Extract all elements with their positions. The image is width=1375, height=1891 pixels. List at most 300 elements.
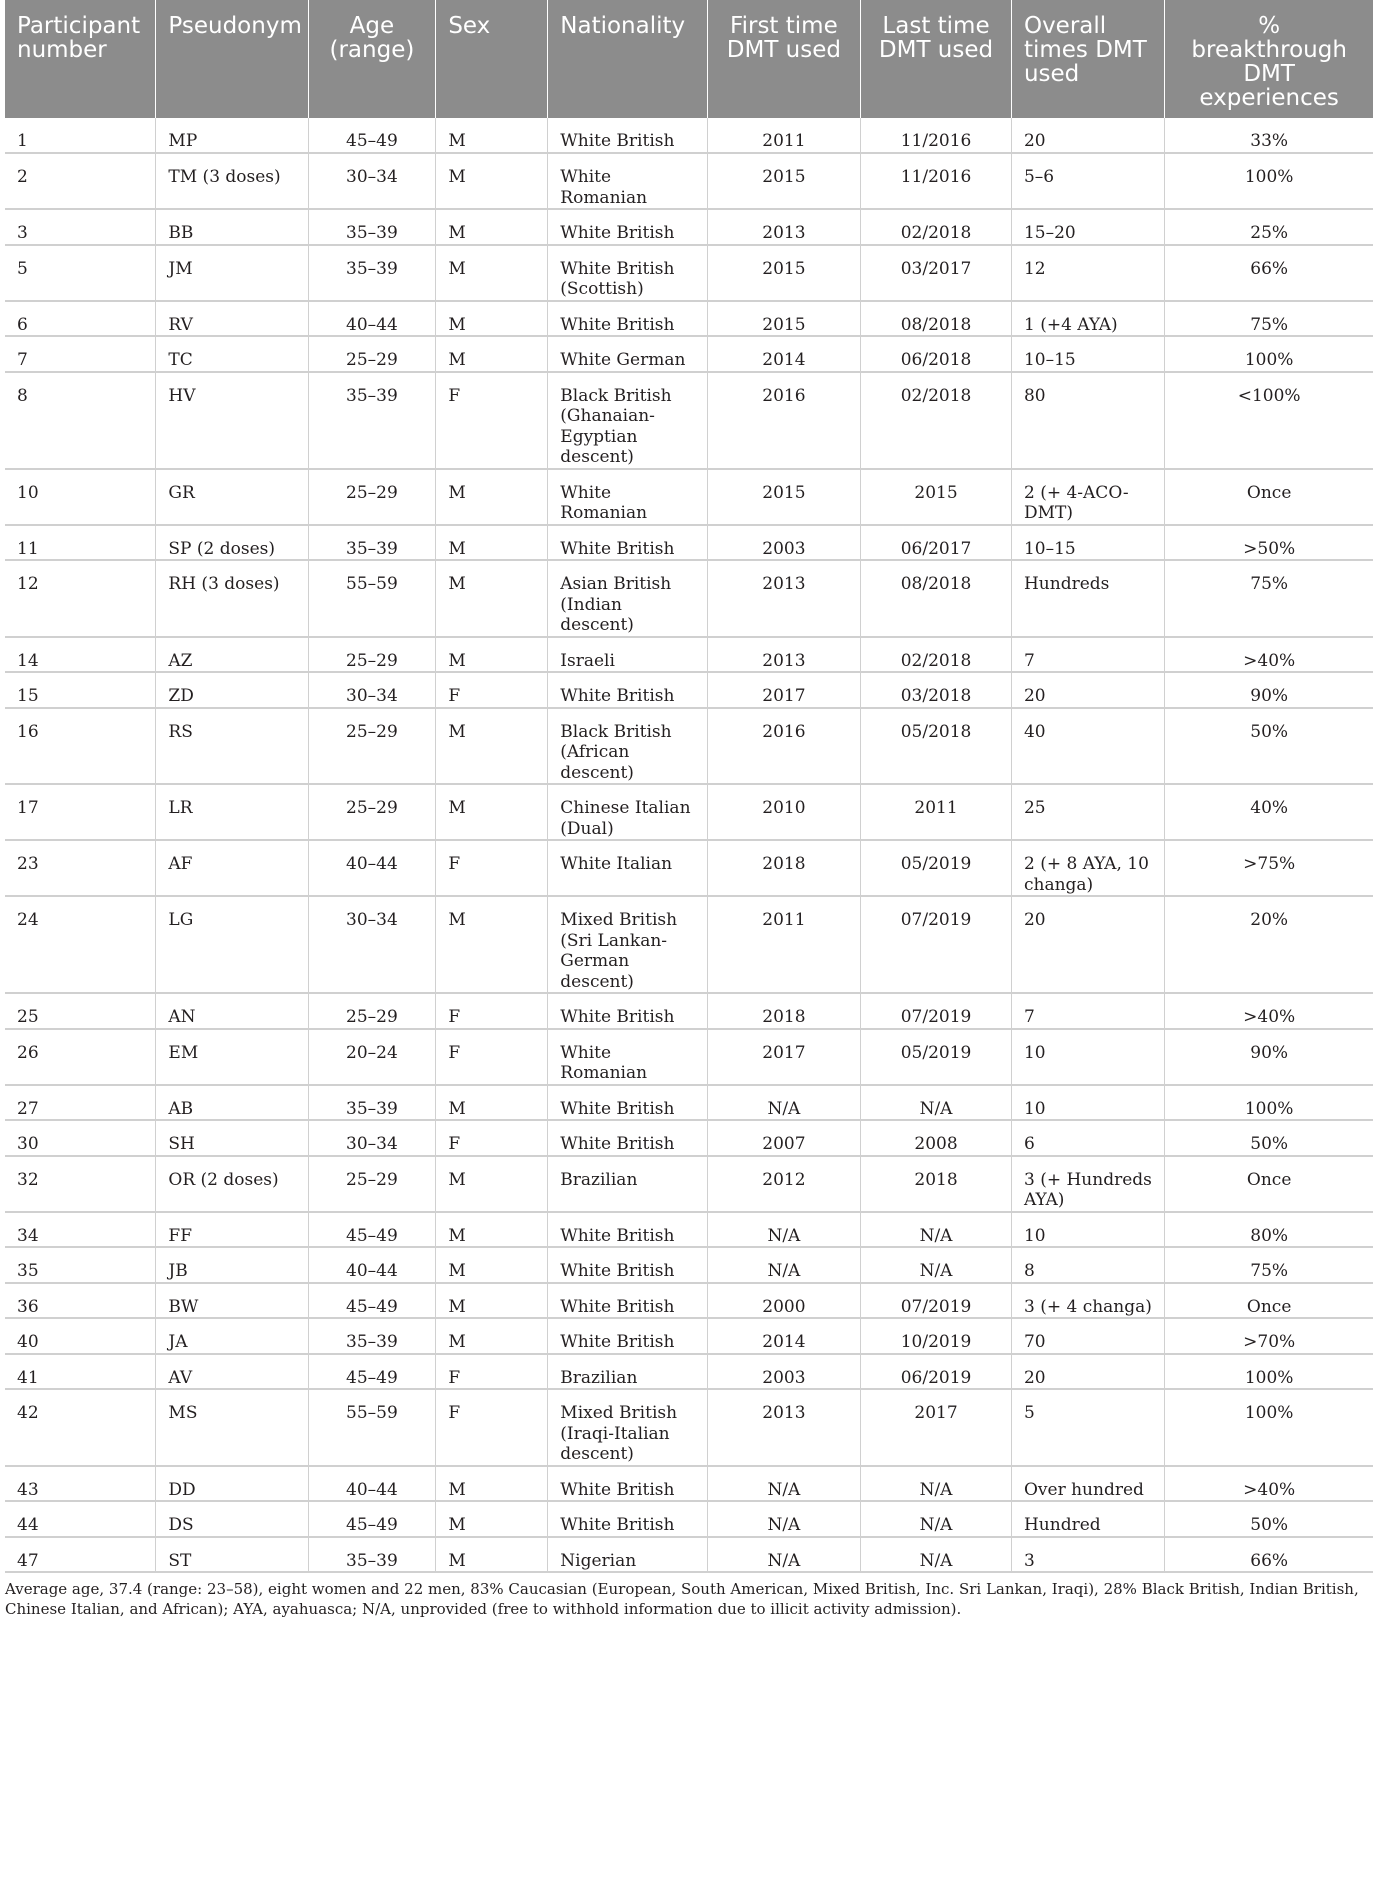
column-header-breakthrough-percent: % breakthrough DMT experiences	[1165, 0, 1373, 118]
cell-age-range: 30–34	[308, 896, 436, 993]
cell-breakthrough-percent: >50%	[1165, 525, 1373, 561]
cell-pseudonym: DD	[156, 1466, 308, 1502]
cell-sex: M	[436, 1247, 548, 1283]
cell-first-time-dmt-used: 2017	[707, 672, 860, 708]
cell-pseudonym: TM (3 doses)	[156, 153, 308, 209]
cell-nationality: Brazilian	[548, 1354, 707, 1390]
cell-sex: M	[436, 784, 548, 840]
cell-first-time-dmt-used: 2000	[707, 1283, 860, 1319]
cell-nationality: White British (Scottish)	[548, 245, 707, 301]
cell-age-range: 35–39	[308, 245, 436, 301]
cell-nationality: Black British (African descent)	[548, 708, 707, 785]
cell-first-time-dmt-used: 2016	[707, 372, 860, 469]
cell-participant-number: 5	[5, 245, 156, 301]
cell-participant-number: 40	[5, 1318, 156, 1354]
cell-sex: F	[436, 1120, 548, 1156]
cell-nationality: White British	[548, 1318, 707, 1354]
cell-age-range: 25–29	[308, 637, 436, 673]
cell-participant-number: 3	[5, 209, 156, 245]
cell-first-time-dmt-used: N/A	[707, 1537, 860, 1573]
cell-overall-times-dmt-used: 20	[1011, 1354, 1164, 1390]
cell-sex: M	[436, 118, 548, 153]
cell-last-time-dmt-used: 06/2017	[861, 525, 1012, 561]
cell-overall-times-dmt-used: 2 (+ 8 AYA, 10 changa)	[1011, 840, 1164, 896]
cell-age-range: 25–29	[308, 1156, 436, 1212]
table-row	[5, 672, 1373, 708]
cell-breakthrough-percent: 66%	[1165, 245, 1373, 301]
cell-last-time-dmt-used: 05/2019	[861, 840, 1012, 896]
table-row	[5, 1537, 1373, 1573]
cell-pseudonym: RS	[156, 708, 308, 785]
cell-nationality: Mixed British (Sri Lankan-German descent)	[548, 896, 707, 993]
cell-overall-times-dmt-used: 10	[1011, 1085, 1164, 1121]
cell-breakthrough-percent: >70%	[1165, 1318, 1373, 1354]
cell-participant-number: 25	[5, 993, 156, 1029]
cell-breakthrough-percent: >75%	[1165, 840, 1373, 896]
cell-nationality: White British	[548, 1212, 707, 1248]
table-row	[5, 1318, 1373, 1354]
cell-breakthrough-percent: 50%	[1165, 708, 1373, 785]
table-row	[5, 993, 1373, 1029]
cell-overall-times-dmt-used: Over hundred	[1011, 1466, 1164, 1502]
cell-last-time-dmt-used: N/A	[861, 1537, 1012, 1573]
cell-first-time-dmt-used: 2013	[707, 560, 860, 637]
cell-overall-times-dmt-used: 1 (+4 AYA)	[1011, 301, 1164, 337]
cell-overall-times-dmt-used: 15–20	[1011, 209, 1164, 245]
cell-first-time-dmt-used: 2015	[707, 245, 860, 301]
cell-pseudonym: SP (2 doses)	[156, 525, 308, 561]
cell-last-time-dmt-used: N/A	[861, 1466, 1012, 1502]
cell-age-range: 30–34	[308, 153, 436, 209]
cell-overall-times-dmt-used: 12	[1011, 245, 1164, 301]
table-row	[5, 1212, 1373, 1248]
cell-breakthrough-percent: 100%	[1165, 1085, 1373, 1121]
cell-overall-times-dmt-used: 5	[1011, 1389, 1164, 1466]
cell-overall-times-dmt-used: 20	[1011, 672, 1164, 708]
table-row	[5, 1085, 1373, 1121]
cell-age-range: 55–59	[308, 1389, 436, 1466]
cell-sex: M	[436, 896, 548, 993]
cell-last-time-dmt-used: 08/2018	[861, 560, 1012, 637]
cell-first-time-dmt-used: 2017	[707, 1029, 860, 1085]
cell-sex: F	[436, 993, 548, 1029]
column-header-participant-number: Participant number	[5, 0, 156, 118]
cell-first-time-dmt-used: 2014	[707, 1318, 860, 1354]
cell-sex: M	[436, 153, 548, 209]
cell-pseudonym: LR	[156, 784, 308, 840]
cell-age-range: 25–29	[308, 336, 436, 372]
cell-first-time-dmt-used: 2013	[707, 637, 860, 673]
cell-breakthrough-percent: 90%	[1165, 672, 1373, 708]
cell-participant-number: 16	[5, 708, 156, 785]
cell-nationality: White British	[548, 118, 707, 153]
cell-last-time-dmt-used: 06/2018	[861, 336, 1012, 372]
cell-age-range: 45–49	[308, 1354, 436, 1390]
cell-first-time-dmt-used: 2018	[707, 840, 860, 896]
cell-last-time-dmt-used: 03/2017	[861, 245, 1012, 301]
cell-sex: M	[436, 336, 548, 372]
cell-age-range: 25–29	[308, 708, 436, 785]
cell-nationality: White Romanian	[548, 153, 707, 209]
table-row	[5, 1389, 1373, 1466]
cell-last-time-dmt-used: N/A	[861, 1212, 1012, 1248]
column-header-overall-times-dmt-used: Overall times DMT used	[1011, 0, 1164, 118]
cell-first-time-dmt-used: 2013	[707, 209, 860, 245]
cell-last-time-dmt-used: 10/2019	[861, 1318, 1012, 1354]
cell-participant-number: 12	[5, 560, 156, 637]
cell-sex: F	[436, 672, 548, 708]
cell-last-time-dmt-used: 06/2019	[861, 1354, 1012, 1390]
cell-first-time-dmt-used: 2015	[707, 153, 860, 209]
cell-overall-times-dmt-used: 20	[1011, 118, 1164, 153]
column-header-first-time-dmt-used: First time DMT used	[707, 0, 860, 118]
cell-breakthrough-percent: 33%	[1165, 118, 1373, 153]
cell-age-range: 45–49	[308, 1283, 436, 1319]
cell-age-range: 35–39	[308, 1318, 436, 1354]
cell-overall-times-dmt-used: 3 (+ 4 changa)	[1011, 1283, 1164, 1319]
cell-pseudonym: AZ	[156, 637, 308, 673]
column-header-age-range: Age (range)	[308, 0, 436, 118]
cell-overall-times-dmt-used: 10–15	[1011, 336, 1164, 372]
cell-breakthrough-percent: 90%	[1165, 1029, 1373, 1085]
table-row	[5, 1466, 1373, 1502]
cell-pseudonym: RV	[156, 301, 308, 337]
table-row	[5, 1120, 1373, 1156]
cell-breakthrough-percent: 100%	[1165, 153, 1373, 209]
cell-overall-times-dmt-used: 80	[1011, 372, 1164, 469]
cell-age-range: 30–34	[308, 672, 436, 708]
cell-pseudonym: TC	[156, 336, 308, 372]
cell-sex: F	[436, 840, 548, 896]
cell-nationality: Asian British (Indian descent)	[548, 560, 707, 637]
cell-pseudonym: OR (2 doses)	[156, 1156, 308, 1212]
cell-participant-number: 17	[5, 784, 156, 840]
cell-age-range: 45–49	[308, 1212, 436, 1248]
cell-first-time-dmt-used: 2015	[707, 301, 860, 337]
cell-age-range: 35–39	[308, 525, 436, 561]
cell-last-time-dmt-used: 11/2016	[861, 153, 1012, 209]
cell-last-time-dmt-used: 11/2016	[861, 118, 1012, 153]
cell-pseudonym: BW	[156, 1283, 308, 1319]
cell-nationality: White British	[548, 209, 707, 245]
cell-last-time-dmt-used: 07/2019	[861, 993, 1012, 1029]
cell-nationality: White Romanian	[548, 469, 707, 525]
cell-first-time-dmt-used: N/A	[707, 1466, 860, 1502]
cell-participant-number: 14	[5, 637, 156, 673]
cell-participant-number: 2	[5, 153, 156, 209]
cell-last-time-dmt-used: 05/2019	[861, 1029, 1012, 1085]
cell-last-time-dmt-used: 2017	[861, 1389, 1012, 1466]
column-header-pseudonym: Pseudonym	[156, 0, 308, 118]
cell-first-time-dmt-used: 2010	[707, 784, 860, 840]
cell-first-time-dmt-used: N/A	[707, 1085, 860, 1121]
cell-pseudonym: JB	[156, 1247, 308, 1283]
cell-first-time-dmt-used: N/A	[707, 1247, 860, 1283]
cell-last-time-dmt-used: 2015	[861, 469, 1012, 525]
cell-first-time-dmt-used: N/A	[707, 1212, 860, 1248]
table-row	[5, 301, 1373, 337]
cell-age-range: 25–29	[308, 784, 436, 840]
cell-breakthrough-percent: 100%	[1165, 1354, 1373, 1390]
cell-age-range: 35–39	[308, 209, 436, 245]
cell-first-time-dmt-used: N/A	[707, 1501, 860, 1537]
cell-overall-times-dmt-used: 10	[1011, 1212, 1164, 1248]
cell-sex: F	[436, 372, 548, 469]
cell-nationality: White British	[548, 1120, 707, 1156]
cell-pseudonym: BB	[156, 209, 308, 245]
cell-last-time-dmt-used: 02/2018	[861, 209, 1012, 245]
cell-overall-times-dmt-used: 10	[1011, 1029, 1164, 1085]
cell-breakthrough-percent: 50%	[1165, 1120, 1373, 1156]
table-row	[5, 708, 1373, 785]
cell-age-range: 55–59	[308, 560, 436, 637]
cell-sex: M	[436, 1212, 548, 1248]
cell-participant-number: 6	[5, 301, 156, 337]
cell-sex: M	[436, 1156, 548, 1212]
cell-overall-times-dmt-used: 3 (+ Hundreds AYA)	[1011, 1156, 1164, 1212]
cell-breakthrough-percent: 80%	[1165, 1212, 1373, 1248]
cell-breakthrough-percent: 75%	[1165, 560, 1373, 637]
table-footnote: Average age, 37.4 (range: 23–58), eight women and 22 men, 83% Caucasian (European, South American, Mixed British, Inc. Sri Lankan, Iraqi), 28% Black British, Indian British, Chinese Italian, and African); AYA, ayahuasca; N/A, unprovided (free to withhold information due to illicit activity admission).	[5, 1580, 1359, 1618]
cell-breakthrough-percent: 100%	[1165, 336, 1373, 372]
table-row	[5, 637, 1373, 673]
cell-participant-number: 26	[5, 1029, 156, 1085]
table-row	[5, 560, 1373, 637]
cell-first-time-dmt-used: 2016	[707, 708, 860, 785]
cell-participant-number: 15	[5, 672, 156, 708]
cell-nationality: White Romanian	[548, 1029, 707, 1085]
cell-age-range: 40–44	[308, 1247, 436, 1283]
cell-nationality: White British	[548, 1283, 707, 1319]
cell-participant-number: 41	[5, 1354, 156, 1390]
cell-first-time-dmt-used: 2013	[707, 1389, 860, 1466]
cell-participant-number: 32	[5, 1156, 156, 1212]
table-row	[5, 1501, 1373, 1537]
cell-overall-times-dmt-used: 3	[1011, 1537, 1164, 1573]
cell-nationality: White British	[548, 993, 707, 1029]
table-row	[5, 1029, 1373, 1085]
cell-nationality: Israeli	[548, 637, 707, 673]
table-header	[5, 0, 1373, 118]
table-row	[5, 245, 1373, 301]
cell-sex: M	[436, 209, 548, 245]
cell-overall-times-dmt-used: Hundred	[1011, 1501, 1164, 1537]
cell-participant-number: 8	[5, 372, 156, 469]
table-body	[5, 118, 1373, 1572]
cell-overall-times-dmt-used: 25	[1011, 784, 1164, 840]
cell-last-time-dmt-used: 07/2019	[861, 896, 1012, 993]
cell-overall-times-dmt-used: 7	[1011, 637, 1164, 673]
cell-breakthrough-percent: 25%	[1165, 209, 1373, 245]
cell-sex: M	[436, 1537, 548, 1573]
table-wrapper	[5, 0, 1373, 1619]
cell-pseudonym: ST	[156, 1537, 308, 1573]
cell-last-time-dmt-used: 02/2018	[861, 637, 1012, 673]
cell-overall-times-dmt-used: 2 (+ 4-ACO-DMT)	[1011, 469, 1164, 525]
cell-nationality: Mixed British (Iraqi-Italian descent)	[548, 1389, 707, 1466]
cell-breakthrough-percent: <100%	[1165, 372, 1373, 469]
cell-first-time-dmt-used: 2003	[707, 1354, 860, 1390]
cell-sex: M	[436, 1318, 548, 1354]
cell-pseudonym: AB	[156, 1085, 308, 1121]
cell-last-time-dmt-used: 2018	[861, 1156, 1012, 1212]
cell-overall-times-dmt-used: 40	[1011, 708, 1164, 785]
table-row	[5, 372, 1373, 469]
cell-participant-number: 24	[5, 896, 156, 993]
table-row	[5, 1354, 1373, 1390]
cell-nationality: Brazilian	[548, 1156, 707, 1212]
cell-participant-number: 1	[5, 118, 156, 153]
cell-last-time-dmt-used: 2011	[861, 784, 1012, 840]
cell-breakthrough-percent: Once	[1165, 1283, 1373, 1319]
cell-participant-number: 10	[5, 469, 156, 525]
cell-sex: M	[436, 637, 548, 673]
cell-participant-number: 36	[5, 1283, 156, 1319]
cell-last-time-dmt-used: N/A	[861, 1501, 1012, 1537]
cell-pseudonym: AN	[156, 993, 308, 1029]
cell-last-time-dmt-used: 02/2018	[861, 372, 1012, 469]
table-row	[5, 1156, 1373, 1212]
cell-breakthrough-percent: 75%	[1165, 1247, 1373, 1283]
cell-last-time-dmt-used: 08/2018	[861, 301, 1012, 337]
cell-nationality: Nigerian	[548, 1537, 707, 1573]
column-header-nationality: Nationality	[548, 0, 707, 118]
cell-age-range: 35–39	[308, 1537, 436, 1573]
cell-sex: M	[436, 469, 548, 525]
cell-sex: F	[436, 1029, 548, 1085]
cell-pseudonym: SH	[156, 1120, 308, 1156]
cell-participant-number: 43	[5, 1466, 156, 1502]
cell-sex: F	[436, 1354, 548, 1390]
cell-breakthrough-percent: 100%	[1165, 1389, 1373, 1466]
cell-participant-number: 23	[5, 840, 156, 896]
cell-first-time-dmt-used: 2015	[707, 469, 860, 525]
cell-pseudonym: JM	[156, 245, 308, 301]
cell-age-range: 25–29	[308, 993, 436, 1029]
table-row	[5, 1283, 1373, 1319]
cell-pseudonym: HV	[156, 372, 308, 469]
cell-sex: M	[436, 560, 548, 637]
cell-participant-number: 11	[5, 525, 156, 561]
cell-nationality: White British	[548, 1085, 707, 1121]
cell-participant-number: 35	[5, 1247, 156, 1283]
cell-age-range: 40–44	[308, 1466, 436, 1502]
cell-overall-times-dmt-used: 70	[1011, 1318, 1164, 1354]
cell-breakthrough-percent: >40%	[1165, 637, 1373, 673]
cell-pseudonym: EM	[156, 1029, 308, 1085]
cell-pseudonym: MP	[156, 118, 308, 153]
cell-first-time-dmt-used: 2011	[707, 118, 860, 153]
cell-participant-number: 27	[5, 1085, 156, 1121]
cell-breakthrough-percent: 50%	[1165, 1501, 1373, 1537]
table-row	[5, 525, 1373, 561]
table-row	[5, 840, 1373, 896]
column-header-sex: Sex	[436, 0, 548, 118]
cell-sex: M	[436, 1466, 548, 1502]
cell-breakthrough-percent: >40%	[1165, 993, 1373, 1029]
cell-pseudonym: LG	[156, 896, 308, 993]
cell-pseudonym: RH (3 doses)	[156, 560, 308, 637]
cell-first-time-dmt-used: 2011	[707, 896, 860, 993]
cell-overall-times-dmt-used: 10–15	[1011, 525, 1164, 561]
cell-breakthrough-percent: Once	[1165, 1156, 1373, 1212]
column-header-last-time-dmt-used: Last time DMT used	[861, 0, 1012, 118]
cell-age-range: 45–49	[308, 1501, 436, 1537]
table-row	[5, 784, 1373, 840]
participant-table	[5, 0, 1373, 1573]
cell-nationality: White British	[548, 1466, 707, 1502]
cell-pseudonym: FF	[156, 1212, 308, 1248]
cell-last-time-dmt-used: 2008	[861, 1120, 1012, 1156]
table-row	[5, 153, 1373, 209]
cell-first-time-dmt-used: 2003	[707, 525, 860, 561]
cell-sex: M	[436, 1283, 548, 1319]
cell-sex: M	[436, 1085, 548, 1121]
cell-participant-number: 30	[5, 1120, 156, 1156]
cell-age-range: 30–34	[308, 1120, 436, 1156]
table-row	[5, 1247, 1373, 1283]
cell-first-time-dmt-used: 2012	[707, 1156, 860, 1212]
cell-pseudonym: ZD	[156, 672, 308, 708]
cell-sex: M	[436, 708, 548, 785]
cell-pseudonym: GR	[156, 469, 308, 525]
cell-sex: M	[436, 301, 548, 337]
cell-age-range: 45–49	[308, 118, 436, 153]
cell-nationality: White British	[548, 301, 707, 337]
cell-participant-number: 42	[5, 1389, 156, 1466]
cell-last-time-dmt-used: N/A	[861, 1085, 1012, 1121]
cell-overall-times-dmt-used: 20	[1011, 896, 1164, 993]
cell-breakthrough-percent: 20%	[1165, 896, 1373, 993]
cell-last-time-dmt-used: N/A	[861, 1247, 1012, 1283]
cell-pseudonym: AV	[156, 1354, 308, 1390]
cell-sex: M	[436, 525, 548, 561]
cell-first-time-dmt-used: 2018	[707, 993, 860, 1029]
cell-nationality: White Italian	[548, 840, 707, 896]
cell-pseudonym: AF	[156, 840, 308, 896]
cell-age-range: 40–44	[308, 840, 436, 896]
cell-nationality: White British	[548, 672, 707, 708]
cell-nationality: White British	[548, 525, 707, 561]
cell-participant-number: 34	[5, 1212, 156, 1248]
table-row	[5, 209, 1373, 245]
cell-last-time-dmt-used: 03/2018	[861, 672, 1012, 708]
table-row	[5, 336, 1373, 372]
cell-age-range: 20–24	[308, 1029, 436, 1085]
cell-age-range: 25–29	[308, 469, 436, 525]
cell-participant-number: 7	[5, 336, 156, 372]
cell-sex: F	[436, 1389, 548, 1466]
cell-age-range: 40–44	[308, 301, 436, 337]
cell-overall-times-dmt-used: 6	[1011, 1120, 1164, 1156]
cell-pseudonym: JA	[156, 1318, 308, 1354]
cell-pseudonym: MS	[156, 1389, 308, 1466]
header-row	[5, 0, 1373, 118]
table-row	[5, 118, 1373, 153]
cell-last-time-dmt-used: 05/2018	[861, 708, 1012, 785]
cell-breakthrough-percent: 40%	[1165, 784, 1373, 840]
table-row	[5, 469, 1373, 525]
cell-nationality: White German	[548, 336, 707, 372]
cell-overall-times-dmt-used: 7	[1011, 993, 1164, 1029]
cell-pseudonym: DS	[156, 1501, 308, 1537]
cell-nationality: White British	[548, 1501, 707, 1537]
cell-breakthrough-percent: Once	[1165, 469, 1373, 525]
cell-sex: M	[436, 1501, 548, 1537]
cell-nationality: Black British (Ghanaian-Egyptian descent)	[548, 372, 707, 469]
cell-first-time-dmt-used: 2007	[707, 1120, 860, 1156]
cell-breakthrough-percent: >40%	[1165, 1466, 1373, 1502]
